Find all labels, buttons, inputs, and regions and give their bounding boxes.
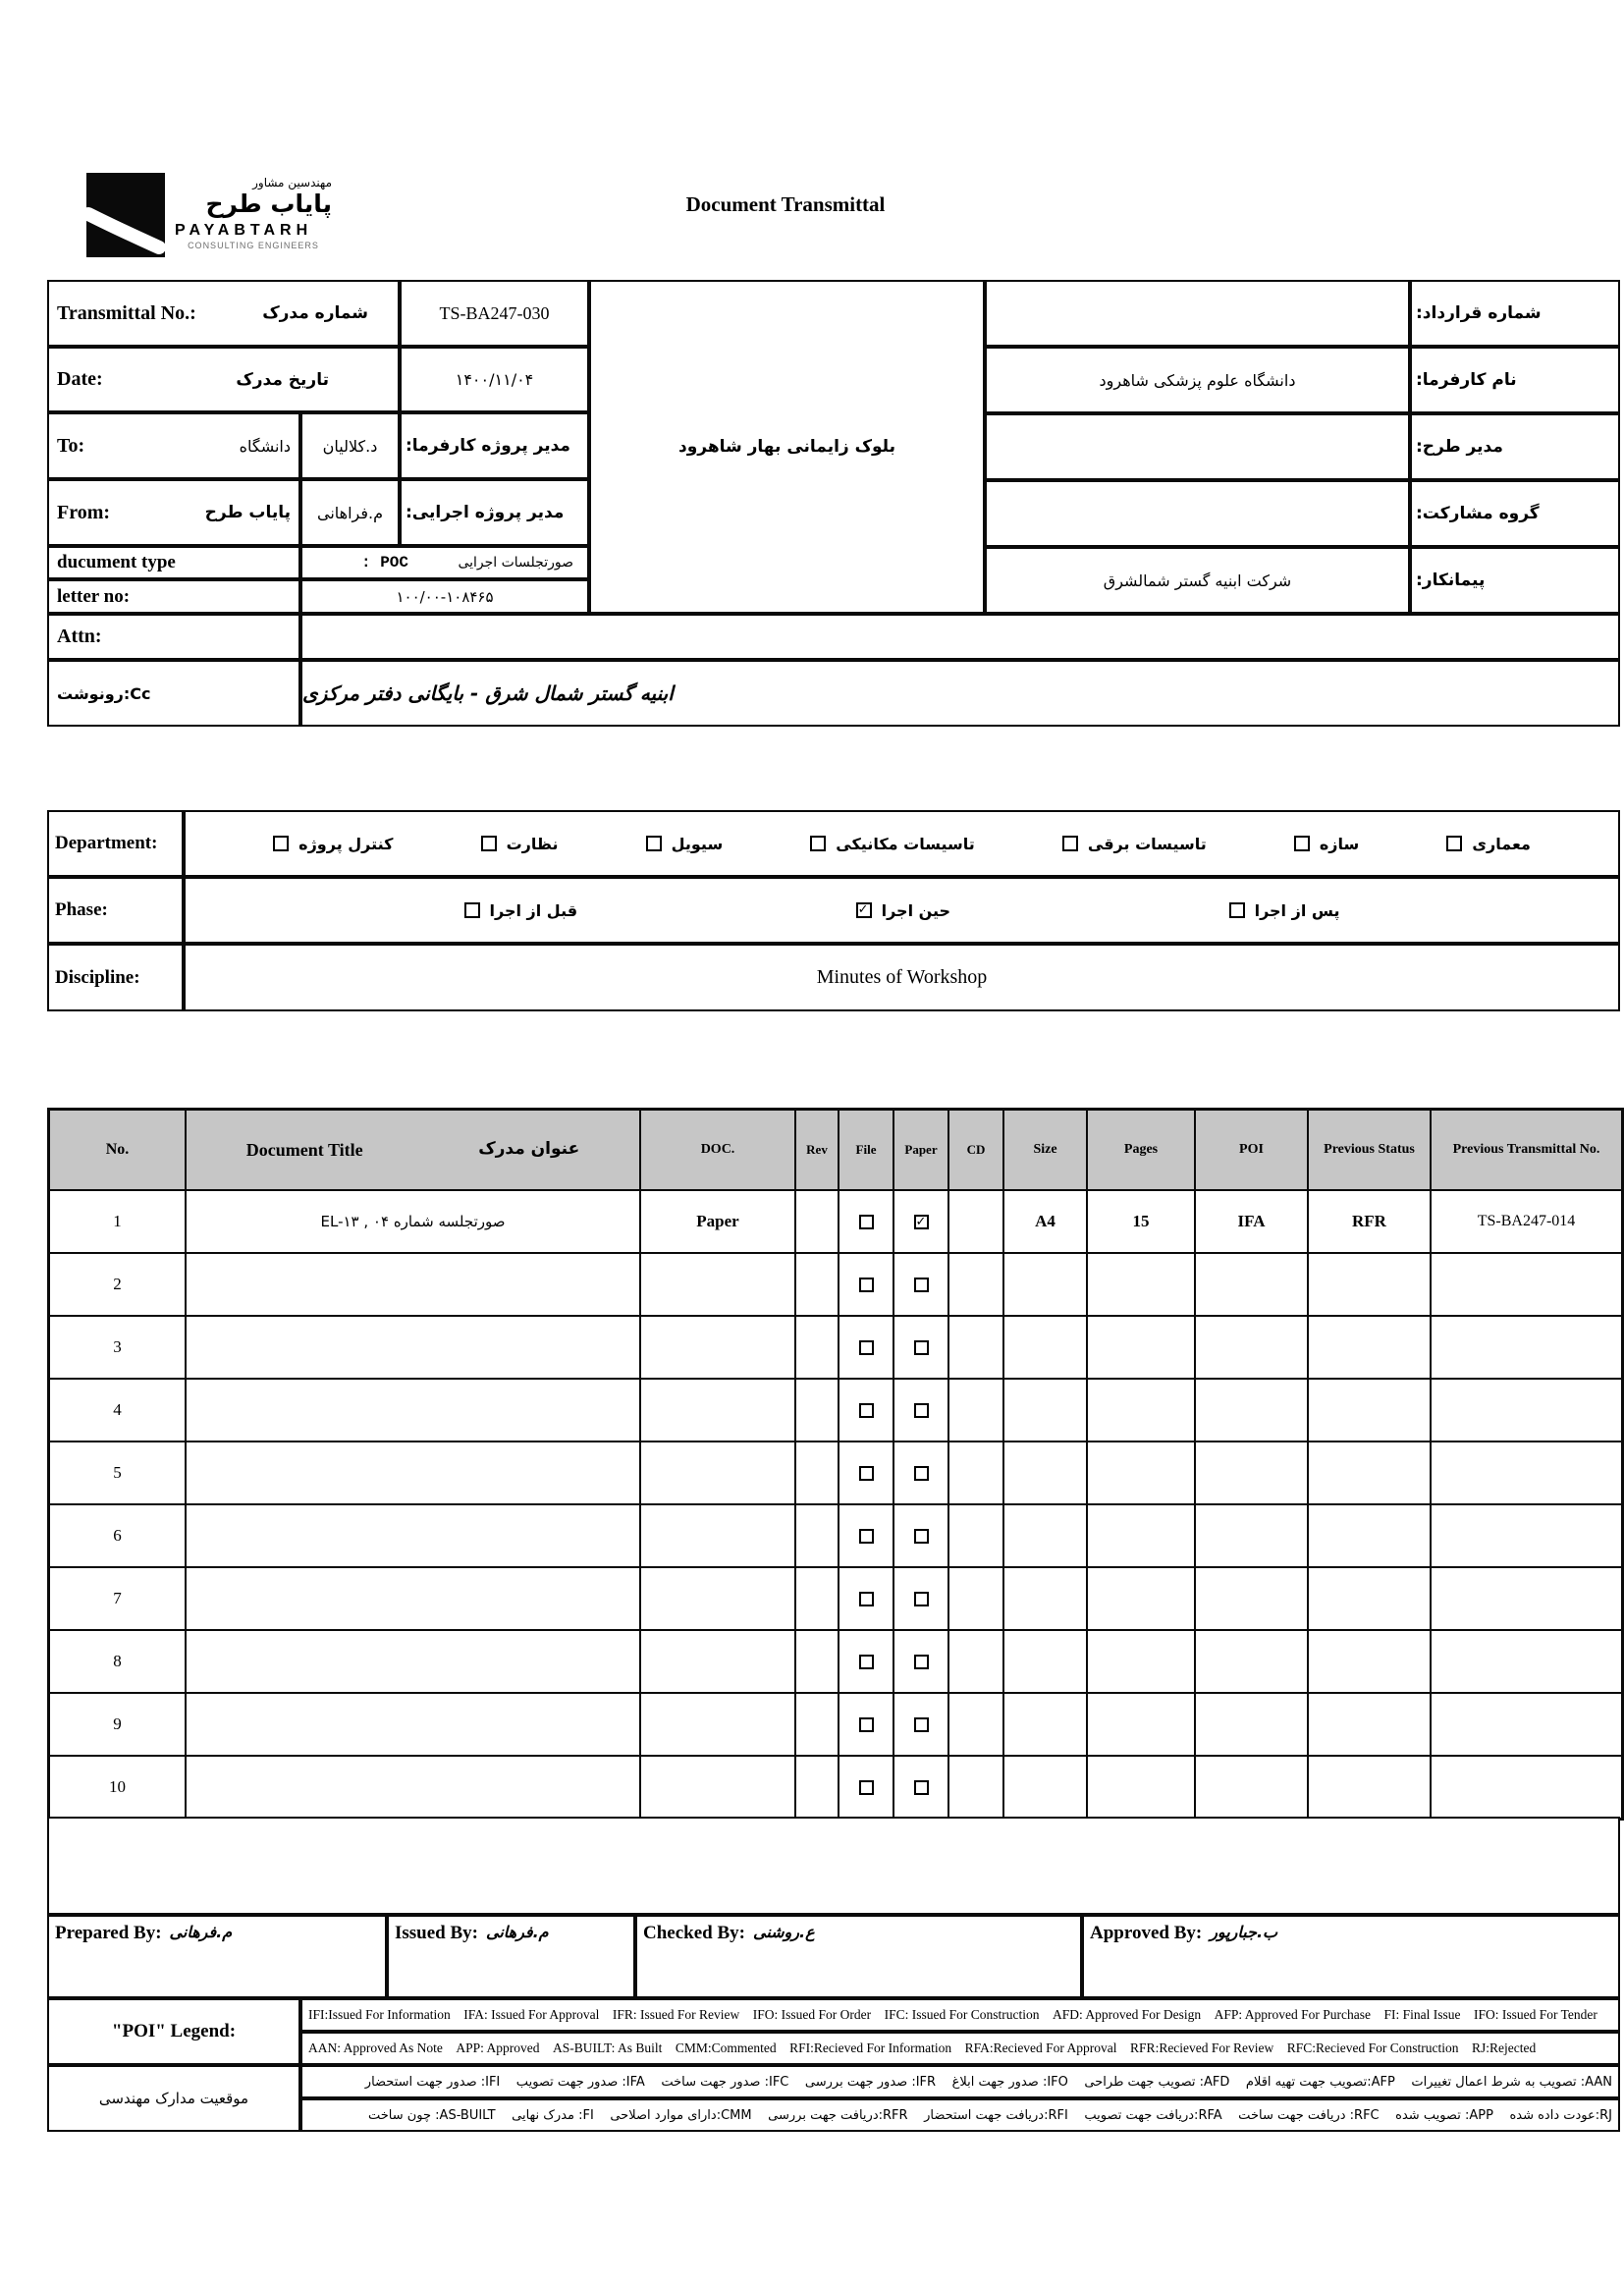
row-title [186, 1442, 640, 1504]
row-no: 1 [49, 1190, 186, 1253]
from-person: م.فراهانی [300, 479, 400, 546]
discipline-label: Discipline: [47, 944, 184, 1011]
client-pm-label: مدیر پروژه کارفرما: [400, 412, 589, 479]
table-row [49, 1756, 1622, 1819]
date-value: ۱۴۰۰/۱۱/۰۴ [400, 347, 589, 412]
row-pages [1087, 1379, 1195, 1442]
row-prev-transmittal [1308, 1756, 1431, 1819]
row-cd [948, 1190, 1003, 1253]
row-prev-transmittal [1431, 1316, 1622, 1379]
checkbox-paper[interactable] [914, 1340, 929, 1355]
contract-no-label: شماره قرارداد: [1410, 280, 1620, 347]
row-doc [640, 1379, 795, 1442]
checked-by-cell [635, 1915, 1082, 1998]
row-title [186, 1504, 640, 1567]
row-no: 6 [49, 1504, 186, 1567]
row-rev [795, 1190, 839, 1253]
poi-legend-fa-row-1: AAN: تصویب به شرط اعمال تغییرات AFP:تصویب جهت تهیه اقلام AFD: تصویب جهت طراحی IFO: صدور جهت ابلاغ IFR: صدور جهت بررسی IFC: صدور جهت ساخت IFA: صدور جهت تصویب IFI: صدور جهت استحضار [300, 2065, 1620, 2098]
row-file [839, 1379, 893, 1442]
checkbox-during-execution[interactable] [856, 902, 872, 918]
col-header-prev-status: Previous Status [1308, 1110, 1431, 1190]
row-poi [1195, 1630, 1308, 1693]
row-doc: Paper [640, 1190, 795, 1253]
row-size [1003, 1567, 1087, 1630]
attn-label: Attn: [47, 614, 300, 660]
row-prev-transmittal [1431, 1693, 1622, 1756]
transmittal-no-label-cell [47, 280, 400, 347]
col-header-poi: POI [1195, 1110, 1308, 1190]
row-cd [948, 1253, 1003, 1316]
row-cd [948, 1442, 1003, 1504]
row-prev-transmittal [1431, 1504, 1622, 1567]
checked-by-signature: ع.روشنی [752, 1923, 815, 1941]
table-row [49, 1693, 1622, 1756]
row-file [839, 1442, 893, 1504]
design-manager-value [985, 413, 1410, 480]
row-file [839, 1693, 893, 1756]
letter-no-label: letter no: [47, 579, 300, 614]
row-file [839, 1190, 893, 1253]
row-rev [795, 1630, 839, 1693]
row-prev-status [1308, 1379, 1431, 1442]
issued-by-label: Issued By: [395, 1923, 478, 1943]
col-header-file: File [839, 1110, 893, 1190]
department-label: Department: [47, 810, 184, 877]
poi-legend-fa-row-2: RJ:عودت داده شده APP: تصویب شده RFC: دریافت جهت ساخت RFA:دریافت جهت تصویب RFI:دریافت جهت استحضار RFR:دریافت جهت بررسی CMM:دارای موارد اصلاحی FI: مدرک نهایی AS-BUILT: چون ساخت [300, 2098, 1620, 2132]
header-info-table [47, 280, 1620, 727]
to-value: دانشگاه [239, 436, 291, 456]
col-header-doc: DOC. [640, 1110, 795, 1190]
row-poi [1195, 1442, 1308, 1504]
checkbox-paper[interactable] [914, 1717, 929, 1732]
row-cd [948, 1756, 1003, 1819]
row-paper [893, 1567, 948, 1630]
table-row [49, 1567, 1622, 1630]
row-title [186, 1756, 640, 1819]
row-rev [795, 1442, 839, 1504]
row-no: 8 [49, 1630, 186, 1693]
row-prev-status [1308, 1630, 1431, 1693]
brand-text [175, 177, 332, 251]
cc-value: ابنیه گستر شمال شرق - بایگانی دفتر مرکزی [300, 660, 1620, 727]
row-no: 2 [49, 1253, 186, 1316]
department-option [810, 835, 974, 853]
row-file [839, 1253, 893, 1316]
row-no: 10 [49, 1756, 186, 1819]
checkbox-file[interactable] [859, 1780, 874, 1795]
project-name: بلوک زایمانی بهار شاهرود [589, 280, 985, 614]
row-cd [948, 1693, 1003, 1756]
row-poi [1195, 1379, 1308, 1442]
col-header-pages: Pages [1087, 1110, 1195, 1190]
brand-en-name: PAYABTARH [175, 221, 313, 239]
col-header-prev-transmittal: Previous Transmittal No. [1431, 1110, 1622, 1190]
table-row [49, 1442, 1622, 1504]
row-pages [1087, 1630, 1195, 1693]
row-doc [640, 1567, 795, 1630]
row-poi [1195, 1253, 1308, 1316]
row-size [1003, 1504, 1087, 1567]
prepared-by-label: Prepared By: [55, 1923, 162, 1943]
checked-by-label: Checked By: [643, 1923, 745, 1943]
brand-fa-name: پایاب طرح [205, 190, 332, 219]
row-file [839, 1567, 893, 1630]
row-rev [795, 1253, 839, 1316]
row-doc [640, 1630, 795, 1693]
date-label-en: Date: [57, 368, 103, 390]
row-pages [1087, 1504, 1195, 1567]
row-prev-status [1308, 1442, 1431, 1504]
checkbox-project-control[interactable] [273, 836, 289, 851]
department-option-label: سیویل [671, 834, 724, 853]
row-paper [893, 1693, 948, 1756]
row-cd [948, 1630, 1003, 1693]
row-no: 5 [49, 1442, 186, 1504]
col-header-rev: Rev [795, 1110, 839, 1190]
checkbox-paper[interactable] [914, 1403, 929, 1418]
exec-pm-label: مدیر پروژه اجرایی: [400, 479, 589, 546]
document-type-label: ducument type [47, 546, 300, 579]
issued-by-cell [387, 1915, 635, 1998]
col-header-size: Size [1003, 1110, 1087, 1190]
poi-legend-label: "POI" Legend: [47, 1998, 300, 2065]
row-size [1003, 1630, 1087, 1693]
table-row [49, 1190, 1622, 1253]
document-type-code: POC : [361, 554, 409, 571]
row-prev-transmittal [1431, 1379, 1622, 1442]
phase-option-label: پس از اجرا [1254, 900, 1340, 920]
row-prev-transmittal [1431, 1630, 1622, 1693]
row-size [1003, 1316, 1087, 1379]
col-header-title-en: Document Title [245, 1139, 363, 1160]
prepared-by-cell [47, 1915, 387, 1998]
row-rev [795, 1567, 839, 1630]
row-pages: 15 [1087, 1190, 1195, 1253]
row-doc [640, 1693, 795, 1756]
department-option [273, 835, 393, 853]
checkbox-paper[interactable] [914, 1592, 929, 1606]
attn-value [300, 614, 1620, 660]
contractor-label: پیمانکار: [1410, 547, 1620, 614]
prepared-by-signature: م.فرهانی [169, 1923, 233, 1941]
row-poi [1195, 1504, 1308, 1567]
remarks-empty-area [47, 1817, 1620, 1915]
date-label-fa: تاریخ مدرک [236, 369, 329, 390]
department-option-label: تاسیسات برقی [1087, 834, 1207, 853]
checkbox-file[interactable] [859, 1340, 874, 1355]
document-type-value-fa: صورتجلسات اجرایی [458, 555, 573, 571]
department-option-label: تاسیسات مکانیکی [836, 834, 975, 853]
row-prev-status [1308, 1316, 1431, 1379]
department-options [184, 810, 1620, 877]
row-poi [1195, 1693, 1308, 1756]
department-option-label: معماری [1472, 834, 1531, 853]
checkbox-supervision[interactable] [481, 836, 497, 851]
row-pages [1087, 1693, 1195, 1756]
checkbox-paper[interactable] [914, 1529, 929, 1544]
department-option [646, 835, 724, 853]
page-title: Document Transmittal [685, 192, 886, 216]
row-size [1003, 1442, 1087, 1504]
row-cd [948, 1379, 1003, 1442]
row-pages [1087, 1567, 1195, 1630]
col-header-cd: CD [948, 1110, 1003, 1190]
from-value: پایاب طرح [204, 503, 291, 522]
row-paper [893, 1253, 948, 1316]
table-row [49, 1630, 1622, 1693]
row-cd [948, 1316, 1003, 1379]
row-no: 9 [49, 1693, 186, 1756]
phase-option [1229, 901, 1340, 920]
jv-group-label: گروه مشارکت: [1410, 480, 1620, 547]
document-list-table [47, 1108, 1624, 1821]
classification-table [47, 810, 1620, 1011]
department-option [1294, 835, 1359, 853]
row-pages [1087, 1442, 1195, 1504]
row-prev-transmittal [1431, 1253, 1622, 1316]
row-prev-transmittal [1431, 1756, 1622, 1819]
row-rev [795, 1379, 839, 1442]
from-label: From: [57, 501, 111, 523]
row-prev-status [1308, 1567, 1431, 1630]
row-prev-transmittal: TS-BA247-014 [1431, 1190, 1622, 1253]
checkbox-civil[interactable] [646, 836, 662, 851]
row-rev [795, 1756, 839, 1819]
department-option [1446, 835, 1531, 853]
checkbox-paper[interactable] [914, 1215, 929, 1229]
row-file [839, 1316, 893, 1379]
poi-legend-en-row-2: AAN: Approved As Note APP: Approved AS-BUILT: As Built CMM:Commented RFI:Recieved For Information RFA:Recieved For Approval RFR:Recieved For Review RFC:Recieved For Construction RJ:Rejected [300, 2032, 1620, 2065]
to-cell [47, 412, 300, 479]
approved-by-label: Approved By: [1090, 1923, 1203, 1943]
row-title [186, 1567, 640, 1630]
checkbox-file[interactable] [859, 1403, 874, 1418]
client-name-value: دانشگاه علوم پزشکی شاهرود [985, 347, 1410, 413]
row-prev-status [1308, 1693, 1431, 1756]
row-no: 7 [49, 1567, 186, 1630]
table-row [49, 1316, 1622, 1379]
row-doc [640, 1253, 795, 1316]
row-size [1003, 1693, 1087, 1756]
row-paper [893, 1756, 948, 1819]
row-paper [893, 1442, 948, 1504]
from-cell [47, 479, 300, 546]
document-type-value-cell [300, 546, 589, 579]
checkbox-paper[interactable] [914, 1780, 929, 1795]
approved-by-signature: ب.جبارپور [1210, 1923, 1278, 1941]
table-row [49, 1253, 1622, 1316]
checkbox-paper[interactable] [914, 1466, 929, 1481]
client-name-label: نام کارفرما: [1410, 347, 1620, 413]
transmittal-no-label-en: Transmittal No.: [57, 301, 196, 324]
row-rev [795, 1316, 839, 1379]
department-option-label: کنترل پروژه [298, 834, 394, 853]
checkbox-file[interactable] [859, 1655, 874, 1669]
row-paper [893, 1504, 948, 1567]
table-row [49, 1504, 1622, 1567]
phase-option-label: حین اجرا [881, 900, 951, 920]
issued-by-signature: م.فرهانی [486, 1923, 549, 1941]
checkbox-file[interactable] [859, 1278, 874, 1292]
checkbox-before-execution[interactable] [464, 902, 480, 918]
row-no: 4 [49, 1379, 186, 1442]
checkbox-architecture[interactable] [1446, 836, 1462, 851]
row-prev-status: RFR [1308, 1190, 1431, 1253]
row-prev-transmittal [1431, 1567, 1622, 1630]
checkbox-structure[interactable] [1294, 836, 1310, 851]
checkbox-paper[interactable] [914, 1278, 929, 1292]
brand-fa-small: مهندسین مشاور [252, 176, 332, 190]
col-header-paper: Paper [893, 1110, 948, 1190]
checkbox-electrical[interactable] [1062, 836, 1078, 851]
row-doc [640, 1442, 795, 1504]
col-header-title [186, 1110, 640, 1190]
row-paper [893, 1190, 948, 1253]
row-prev-status [1308, 1504, 1431, 1567]
row-rev [795, 1693, 839, 1756]
row-poi [1195, 1567, 1308, 1630]
row-poi: IFA [1195, 1190, 1308, 1253]
checkbox-file[interactable] [859, 1529, 874, 1544]
checkbox-file[interactable] [859, 1466, 874, 1481]
phase-option-label: قبل از اجرا [489, 900, 578, 920]
row-pages [1087, 1253, 1195, 1316]
department-option [481, 835, 559, 853]
col-header-title-fa: عنوان مدرک [478, 1139, 580, 1160]
design-manager-label: مدیر طرح: [1410, 413, 1620, 480]
row-file [839, 1504, 893, 1567]
row-no: 3 [49, 1316, 186, 1379]
phase-option [464, 901, 578, 920]
row-poi [1195, 1316, 1308, 1379]
row-paper [893, 1630, 948, 1693]
row-title: صورتجلسه شماره ۰۴ , EL-۱۳ [186, 1190, 640, 1253]
row-doc [640, 1756, 795, 1819]
contractor-value: شرکت ابنیه گستر شمالشرق [985, 547, 1410, 614]
payabtarh-logo-icon [86, 173, 165, 262]
department-option-label: سازه [1319, 834, 1360, 853]
row-doc [640, 1504, 795, 1567]
row-cd [948, 1504, 1003, 1567]
row-rev [795, 1504, 839, 1567]
table-row [49, 1379, 1622, 1442]
row-poi [1195, 1756, 1308, 1819]
transmittal-no-label-fa: شماره مدرک [262, 303, 368, 323]
checkbox-mechanical[interactable] [810, 836, 826, 851]
checkbox-after-execution[interactable] [1229, 902, 1245, 918]
row-size [1003, 1253, 1087, 1316]
contract-no-value [985, 280, 1410, 347]
doc-status-label: موقعیت مدارک مهندسی [47, 2065, 300, 2132]
row-title [186, 1379, 640, 1442]
row-title [186, 1253, 640, 1316]
checkbox-file[interactable] [859, 1592, 874, 1606]
department-option [1062, 835, 1207, 853]
row-doc [640, 1316, 795, 1379]
phase-label: Phase: [47, 877, 184, 944]
row-paper [893, 1379, 948, 1442]
department-option-label: نظارت [506, 834, 559, 853]
jv-group-value [985, 480, 1410, 547]
checkbox-paper[interactable] [914, 1655, 929, 1669]
row-size [1003, 1756, 1087, 1819]
row-cd [948, 1567, 1003, 1630]
row-title [186, 1630, 640, 1693]
row-title [186, 1316, 640, 1379]
checkbox-file[interactable] [859, 1717, 874, 1732]
row-file [839, 1756, 893, 1819]
cc-label: Cc:رونوشت [47, 660, 300, 727]
row-prev-status [1308, 1253, 1431, 1316]
approved-by-cell [1082, 1915, 1620, 1998]
row-prev-transmittal [1431, 1442, 1622, 1504]
date-label-cell [47, 347, 400, 412]
phase-options [184, 877, 1620, 944]
to-label: To: [57, 434, 85, 457]
poi-legend-en-row-1: IFI:Issued For Information IFA: Issued For Approval IFR: Issued For Review IFO: Issued For Order IFC: Issued For Construction AFD: Approved For Design AFP: Approved For Purchase FI: Final Issue IFO: Issued For Tender [300, 1998, 1620, 2032]
row-pages [1087, 1756, 1195, 1819]
row-size: A4 [1003, 1190, 1087, 1253]
discipline-value: Minutes of Workshop [184, 944, 1620, 1011]
to-person: د.کلالیان [300, 412, 400, 479]
row-pages [1087, 1316, 1195, 1379]
row-size [1003, 1379, 1087, 1442]
brand-en-sub: CONSULTING ENGINEERS [188, 241, 319, 251]
row-file [839, 1630, 893, 1693]
letter-no-value: ۱۰۰/۰۰-۱۰۸۴۶۵ [300, 579, 589, 614]
row-title [186, 1693, 640, 1756]
checkbox-file[interactable] [859, 1215, 874, 1229]
phase-option [856, 901, 950, 920]
row-paper [893, 1316, 948, 1379]
transmittal-no-value: TS-BA247-030 [400, 280, 589, 347]
col-header-no: No. [49, 1110, 186, 1190]
